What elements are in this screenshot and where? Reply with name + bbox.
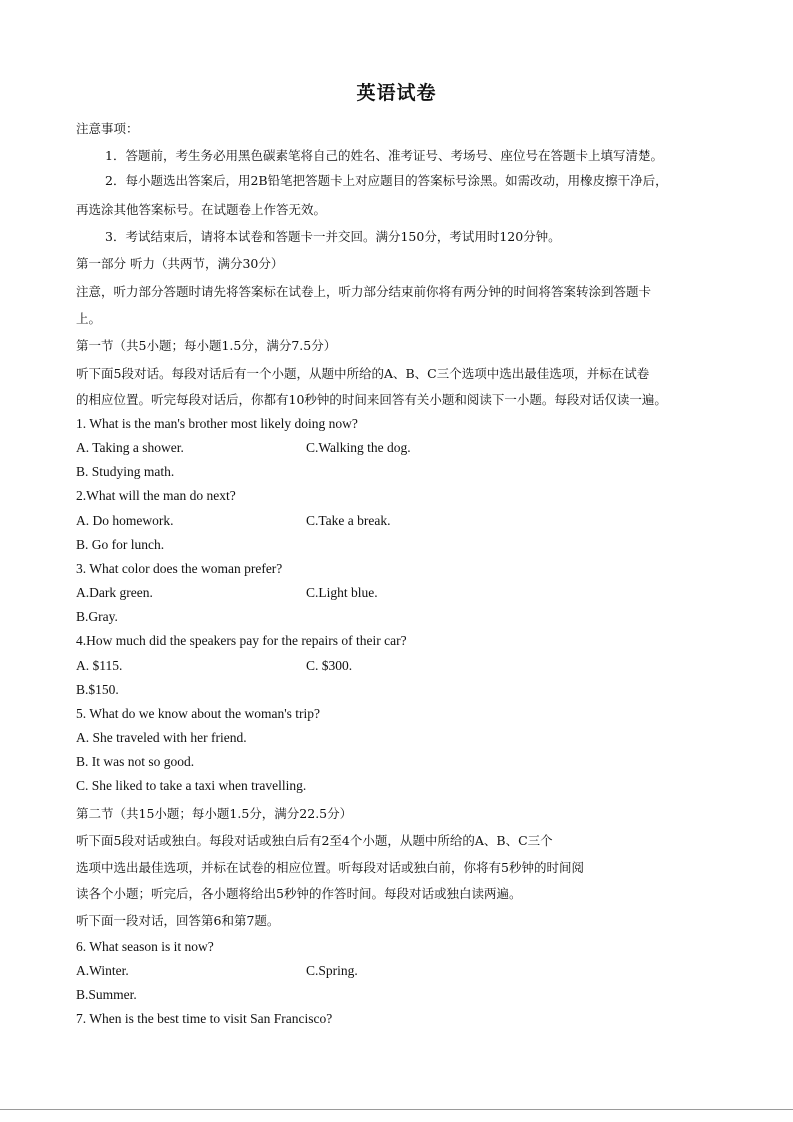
q4-stem: 4.How much did the speakers pay for the repairs of their car? [76,633,407,648]
notice-item-1: 1．答题前，考生务必用黑色碳素笔将自己的姓名、准考证号、考场号、座位号在答题卡上填写清楚。 [105,148,663,163]
q3-option-c: C.Light blue. [306,585,378,600]
section1-instr-line-2: 的相应位置。听完每段对话后，你都有10秒钟的时间来回答有关小题和阅读下一小题。每段对话仅读一遍。 [76,392,667,407]
q3-option-b: B.Gray. [76,609,118,624]
section2-dialog-intro: 听下面一段对话，回答第6和第7题。 [76,913,280,928]
exam-title: 英语试卷 [356,82,437,104]
section2-instr-line-3: 读各个小题；听完后，各小题将给出5秒钟的作答时间。每段对话或独白读两遍。 [76,886,522,901]
notice-item-2-line-2: 再选涂其他答案标号。在试题卷上作答无效。 [76,202,327,217]
section2-instr-line-2: 选项中选出最佳选项，并标在试卷的相应位置。听每段对话或独白前，你将有5秒钟的时间阅 [76,860,584,875]
part1-note-line-2: 上。 [76,311,102,326]
q3-option-a: A.Dark green. [76,585,153,600]
q5-stem: 5. What do we know about the woman's trip? [76,706,321,721]
q1-option-a: A. Taking a shower. [76,440,184,455]
section1-heading: 第一节（共5小题；每小题1.5分，满分7.5分） [76,338,337,353]
q6-option-b: B.Summer. [76,987,137,1002]
q1-option-c: C.Walking the dog. [306,440,411,455]
notice-item-2-line-1: 2．每小题选出答案后，用2B铅笔把答题卡上对应题目的答案标号涂黑。如需改动，用橡皮擦干净后， [105,173,668,188]
q4-option-a: A. $115. [76,658,123,673]
notice-item-3: 3．考试结束后，请将本试卷和答题卡一并交回。满分150分，考试用时120分钟。 [105,229,561,244]
section1-instr-line-1: 听下面5段对话。每段对话后有一个小题，从题中所给的A、B、C三个选项中选出最佳选项，并标在试卷 [76,366,650,381]
q4-option-b: B.$150. [76,682,119,697]
q1-option-b: B. Studying math. [76,464,175,479]
q7-stem: 7. When is the best time to visit San Francisco? [76,1011,333,1026]
q6-stem: 6. What season is it now? [76,939,214,954]
page-bottom-rule [0,1109,793,1110]
part1-heading: 第一部分 听力（共两节，满分30分） [76,256,284,271]
q2-option-c: C.Take a break. [306,513,391,528]
section2-instr-line-1: 听下面5段对话或独白。每段对话或独白后有2至4个小题，从题中所给的A、B、C三个 [76,833,553,848]
section2-heading: 第二节（共15小题；每小题1.5分，满分22.5分） [76,806,353,821]
q6-option-a: A.Winter. [76,963,129,978]
q5-option-c: C. She liked to take a taxi when travelling. [76,778,307,793]
q5-option-b: B. It was not so good. [76,754,195,769]
q2-option-a: A. Do homework. [76,513,174,528]
part1-note-line-1: 注意，听力部分答题时请先将答案标在试卷上，听力部分结束前你将有两分钟的时间将答案转涂到答题卡 [76,284,652,299]
q1-stem: 1. What is the man's brother most likely doing now? [76,416,358,431]
notice-heading: 注意事项： [76,121,139,136]
q2-stem: 2.What will the man do next? [76,488,236,503]
q4-option-c: C. $300. [306,658,353,673]
q5-option-a: A. She traveled with her friend. [76,730,247,745]
q3-stem: 3. What color does the woman prefer? [76,561,283,576]
q6-option-c: C.Spring. [306,963,358,978]
q2-option-b: B. Go for lunch. [76,537,165,552]
